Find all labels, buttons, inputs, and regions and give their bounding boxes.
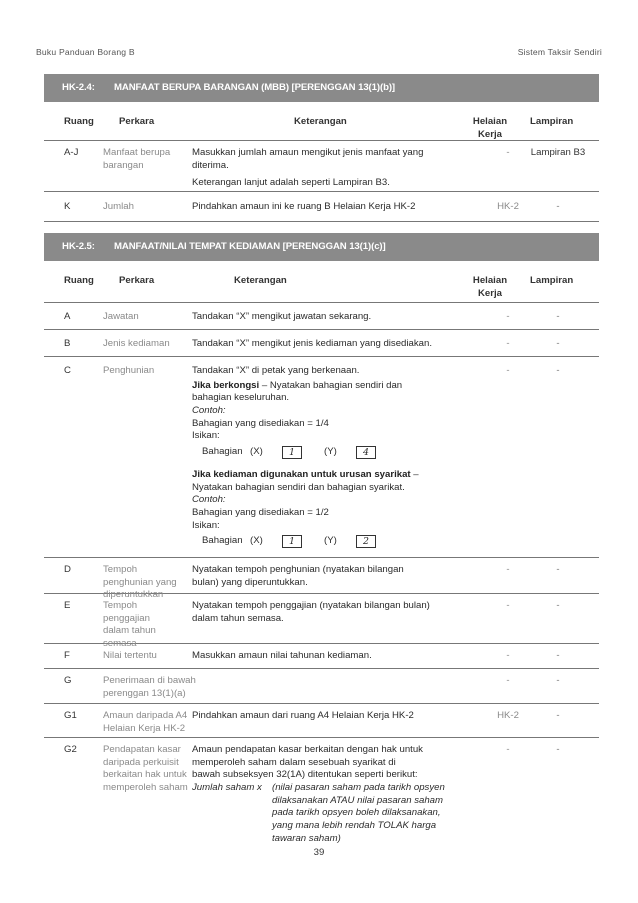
row-lampiran: - xyxy=(556,650,560,661)
row-helaian: HK-2 xyxy=(497,710,519,721)
section-title-bar xyxy=(44,233,599,261)
column-header-row xyxy=(44,267,599,303)
row-ruang: B xyxy=(64,338,71,349)
col-helaian: Helaian Kerja xyxy=(472,275,508,299)
page-number: 39 xyxy=(313,847,325,858)
row-ruang: G xyxy=(64,675,72,686)
section-title: MANFAAT BERUPA BARANGAN (MBB) [PERENGGAN 13(1)(b)] xyxy=(114,81,396,93)
ket-line: Bahagian yang disediakan = 1/2 xyxy=(192,506,329,518)
row-lampiran: - xyxy=(556,600,560,611)
table-row xyxy=(44,558,599,601)
row-keterangan: Nyatakan tempoh penghunian (nyatakan bilangan bulan) yang diperuntukkan. xyxy=(192,564,404,588)
table-row xyxy=(44,738,599,844)
row-perkara: Amaun daripada A4 Helaian Kerja HK-2 xyxy=(103,710,188,734)
row-helaian: - xyxy=(506,744,510,755)
row-keterangan: Pindahkan amaun ini ke ruang B Helaian Kerja HK-2 xyxy=(192,201,416,212)
row-keterangan: Masukkan amaun nilai tahunan kediaman. xyxy=(192,650,372,661)
row-ruang: G2 xyxy=(64,744,77,755)
row-lampiran: Lampiran B3 xyxy=(530,147,586,158)
row-perkara: Jawatan xyxy=(103,311,139,322)
col-lampiran: Lampiran xyxy=(530,275,574,286)
y-value-box: 4 xyxy=(356,446,376,459)
row-lampiran: - xyxy=(556,675,560,686)
row-lampiran: - xyxy=(556,710,560,721)
col-ruang: Ruang xyxy=(64,116,94,127)
running-header-right: Sistem Taksir Sendiri xyxy=(517,47,602,57)
row-keterangan: Nyatakan tempoh penggajian (nyatakan bilangan bulan) dalam tahun semasa. xyxy=(192,600,430,624)
row-helaian: - xyxy=(506,600,510,611)
bahagian-example xyxy=(192,534,424,549)
ket-line: Bahagian yang disediakan = 1/4 xyxy=(192,417,329,429)
y-value-box: 2 xyxy=(356,535,376,548)
col-perkara: Perkara xyxy=(119,275,155,286)
row-lampiran: - xyxy=(556,311,560,322)
row-ruang: G1 xyxy=(64,710,77,721)
table-row xyxy=(44,192,599,222)
ket-condition-bold: Jika kediaman digunakan untuk urusan syarikat xyxy=(192,468,411,480)
section-title: MANFAAT/NILAI TEMPAT KEDIAMAN [PERENGGAN 13(1)(c)] xyxy=(114,240,386,252)
ket-condition-text: – Nyatakan bahagian sendiri dan bahagian syarikat. xyxy=(192,468,419,493)
row-helaian: - xyxy=(506,147,510,158)
row-ruang: K xyxy=(64,201,71,212)
table-row xyxy=(44,357,599,558)
row-ruang: E xyxy=(64,600,71,611)
formula-lead: Jumlah saham x xyxy=(192,781,262,793)
row-helaian: - xyxy=(506,311,510,322)
column-header-row xyxy=(44,108,599,141)
col-perkara: Perkara xyxy=(119,116,155,127)
row-keterangan xyxy=(192,365,424,549)
ket-line: Amaun pendapatan kasar berkaitan dengan hak untuk memperoleh saham dalam sesebuah syarikat di bawah subseksyen 32(1A) ditentukan seperti berikut: xyxy=(192,744,423,781)
row-perkara: Penerimaan di bawah perenggan 13(1)(a) xyxy=(103,675,196,699)
x-label: (X) xyxy=(250,535,263,547)
col-keterangan: Keterangan xyxy=(234,275,287,286)
row-ruang: A-J xyxy=(64,147,79,158)
row-perkara: Tempoh penggajian dalam tahun semasa xyxy=(103,600,156,649)
row-helaian: - xyxy=(506,338,510,349)
table-row xyxy=(44,704,599,738)
row-keterangan: Tandakan “X” mengikut jawatan sekarang. xyxy=(192,311,372,322)
ket-contoh: Contoh: xyxy=(192,404,226,416)
y-label: (Y) xyxy=(324,446,337,458)
row-keterangan xyxy=(192,147,424,190)
table-row xyxy=(44,303,599,330)
running-header-left: Buku Panduan Borang B xyxy=(36,47,135,57)
row-helaian: HK-2 xyxy=(497,201,519,212)
row-ruang: C xyxy=(64,365,71,376)
row-lampiran: - xyxy=(556,201,560,212)
row-perkara: Penghunian xyxy=(103,365,155,376)
ket-line: Isikan: xyxy=(192,430,220,442)
ket-line: Tandakan “X” di petak yang berkenaan. xyxy=(192,365,360,376)
bahagian-label: Bahagian xyxy=(202,446,243,458)
formula-text: (nilai pasaran saham pada tarikh opsyen dilaksanakan ATAU nilai pasaran saham pada tarikh opsyen boleh dilaksanakan, yang mana lebih rendah TOLAK harga tawaran saham) xyxy=(272,781,445,844)
row-perkara: Manfaat berupa barangan xyxy=(103,147,171,171)
row-helaian: - xyxy=(506,365,510,376)
row-ruang: D xyxy=(64,564,71,575)
table-row xyxy=(44,141,599,192)
row-helaian: - xyxy=(506,564,510,575)
row-lampiran: - xyxy=(556,564,560,575)
ket-line: Isikan: xyxy=(192,519,220,531)
row-ruang: F xyxy=(64,650,70,661)
ket-formula xyxy=(192,782,460,845)
ket-condition xyxy=(192,469,424,494)
ket-condition-text: – Nyatakan bahagian sendiri dan bahagian keseluruhan. xyxy=(192,379,403,404)
row-perkara: Tempoh penghunian yang diperuntukkan xyxy=(103,564,177,601)
table-row xyxy=(44,594,599,649)
row-perkara: Pendapatan kasar daripada perkuisit berkaitan hak untuk memperoleh saham xyxy=(103,744,188,793)
row-ruang: A xyxy=(64,311,71,322)
row-lampiran: - xyxy=(556,365,560,376)
ket-line: Masukkan jumlah amaun mengikut jenis manfaat yang diterima. xyxy=(192,147,424,171)
row-keterangan: Pindahkan amaun dari ruang A4 Helaian Kerja HK-2 xyxy=(192,710,414,721)
row-keterangan xyxy=(192,744,460,845)
x-value-box: 1 xyxy=(282,535,302,548)
y-label: (Y) xyxy=(324,535,337,547)
table-row xyxy=(44,669,599,704)
table-row xyxy=(44,644,599,669)
section-code: HK-2.4: xyxy=(62,81,95,93)
col-helaian: Helaian Kerja xyxy=(472,116,508,140)
col-ruang: Ruang xyxy=(64,275,94,286)
ket-line: Keterangan lanjut adalah seperti Lampiran B3. xyxy=(192,177,390,189)
ket-contoh: Contoh: xyxy=(192,494,226,506)
row-perkara: Jenis kediaman xyxy=(103,338,170,349)
bahagian-example xyxy=(192,445,424,460)
ket-condition xyxy=(192,380,424,405)
x-label: (X) xyxy=(250,446,263,458)
bahagian-label: Bahagian xyxy=(202,535,243,547)
section-code: HK-2.5: xyxy=(62,240,95,252)
ket-condition-bold: Jika berkongsi xyxy=(192,379,260,391)
x-value-box: 1 xyxy=(282,446,302,459)
row-lampiran: - xyxy=(556,744,560,755)
row-perkara: Nilai tertentu xyxy=(103,650,157,661)
row-helaian: - xyxy=(506,675,510,686)
col-keterangan: Keterangan xyxy=(294,116,347,127)
row-perkara: Jumlah xyxy=(103,201,134,212)
row-keterangan: Tandakan “X” mengikut jenis kediaman yang disediakan. xyxy=(192,338,432,349)
table-row xyxy=(44,330,599,357)
section-title-bar xyxy=(44,74,599,102)
row-lampiran: - xyxy=(556,338,560,349)
col-lampiran: Lampiran xyxy=(530,116,574,127)
row-helaian: - xyxy=(506,650,510,661)
